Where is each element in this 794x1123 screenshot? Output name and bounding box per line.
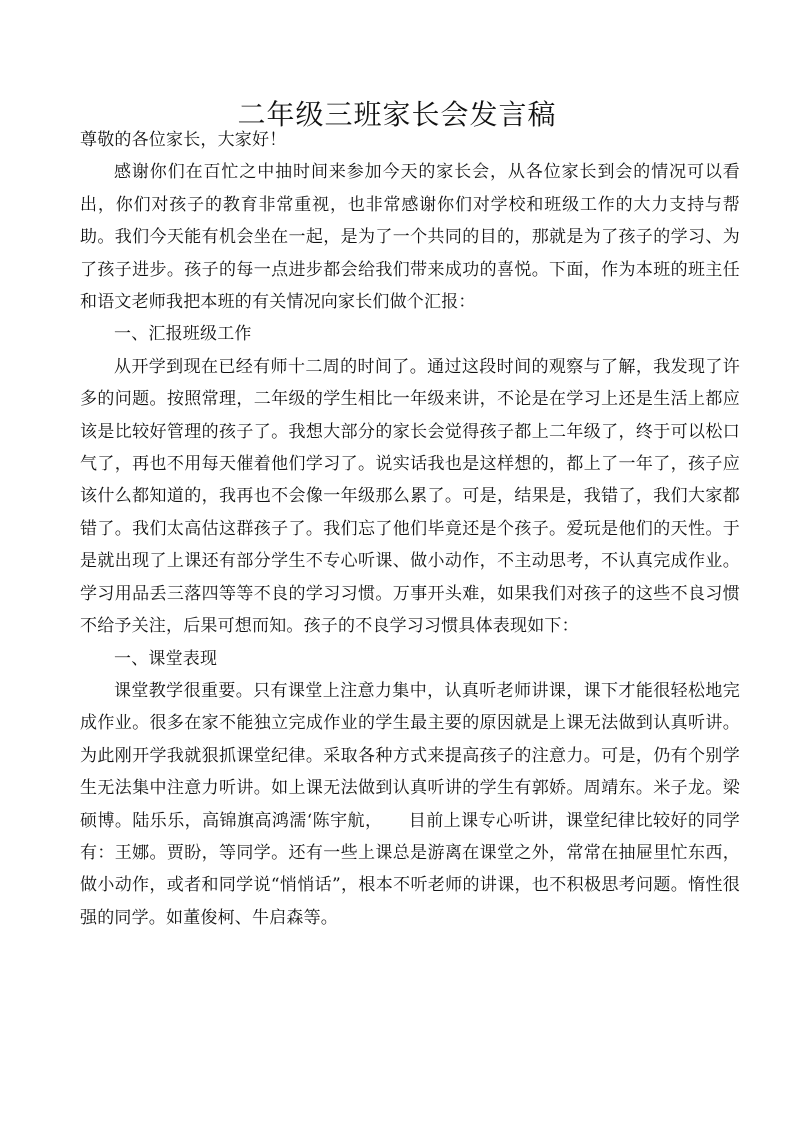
section-heading-class-report: 一、汇报班级工作 (114, 324, 252, 345)
class-report-paragraph: 从开学到现在已经有师十二周的时间了。通过这段时间的观察与了解，我发现了许多的问题。按照常理，二年级的学生相比一年级来讲，不论是在学习上还是生活上都应该是比较好管理的孩子了。我想大部分的家长会觉得孩子都上二年级了，终于可以松口气了，再也不用每天催着他们学习了。说实话我也是这样想的，都上了一年了，孩子应该什么都知道的，我再也不会像一年级那么累了。可是，结果是，我错了，我们大家都错了。我们太高估这群孩子了。我们忘了他们毕竟还是个孩子。爱玩是他们的天性。于是就出现了上课还有部分学生不专心听课、做小动作，不主动思考，不认真完成作业。学习用品丢三落四等等不良的学习习惯。万事开头难，如果我们对孩子的这些不良习惯不给予关注，后果可想而知。孩子的不良学习习惯具体表现如下： (80, 356, 740, 637)
intro-paragraph: 感谢你们在百忙之中抽时间来参加今天的家长会，从各位家长到会的情况可以看出，你们对孩子的教育非常重视，也非常感谢你们对学校和班级工作的大力支持与帮助。我们今天能有机会坐在一起，是为了一个共同的目的，那就是为了孩子的学习、为了孩子进步。孩子的每一点进步都会给我们带来成功的喜悦。下面，作为本班的班主任和语文老师我把本班的有关情况向家长们做个汇报： (80, 162, 740, 313)
classroom-performance-paragraph: 课堂教学很重要。只有课堂上注意力集中，认真听老师讲课，课下才能很轻松地完成作业。很多在家不能独立完成作业的学生最主要的原因就是上课无法做到认真听讲。为此刚开学我就狠抓课堂纪律。采取各种方式来提高孩子的注意力。可是，仍有个别学生无法集中注意力听讲。如上课无法做到认真听讲的学生有郭娇。周靖东。米子龙。梁硕博。陆乐乐，高锦旗高鸿濡‘陈宇航， 目前上课专心听讲，课堂纪律比较好的同学有：王娜。贾盼，等同学。还有一些上课总是游离在课堂之外，常常在抽屉里忙东西，做小动作，或者和同学说“悄悄话”，根本不听老师的讲课，也不积极思考问题。惰性很强的同学。如董俊柯、牛启森等。 (80, 680, 740, 928)
section-heading-classroom-performance: 一、课堂表现 (114, 648, 218, 669)
greeting-paragraph: 尊敬的各位家长，大家好！ (80, 130, 287, 150)
document-title: 二年级三班家长会发言稿 (237, 97, 557, 131)
document-body (80, 124, 740, 934)
